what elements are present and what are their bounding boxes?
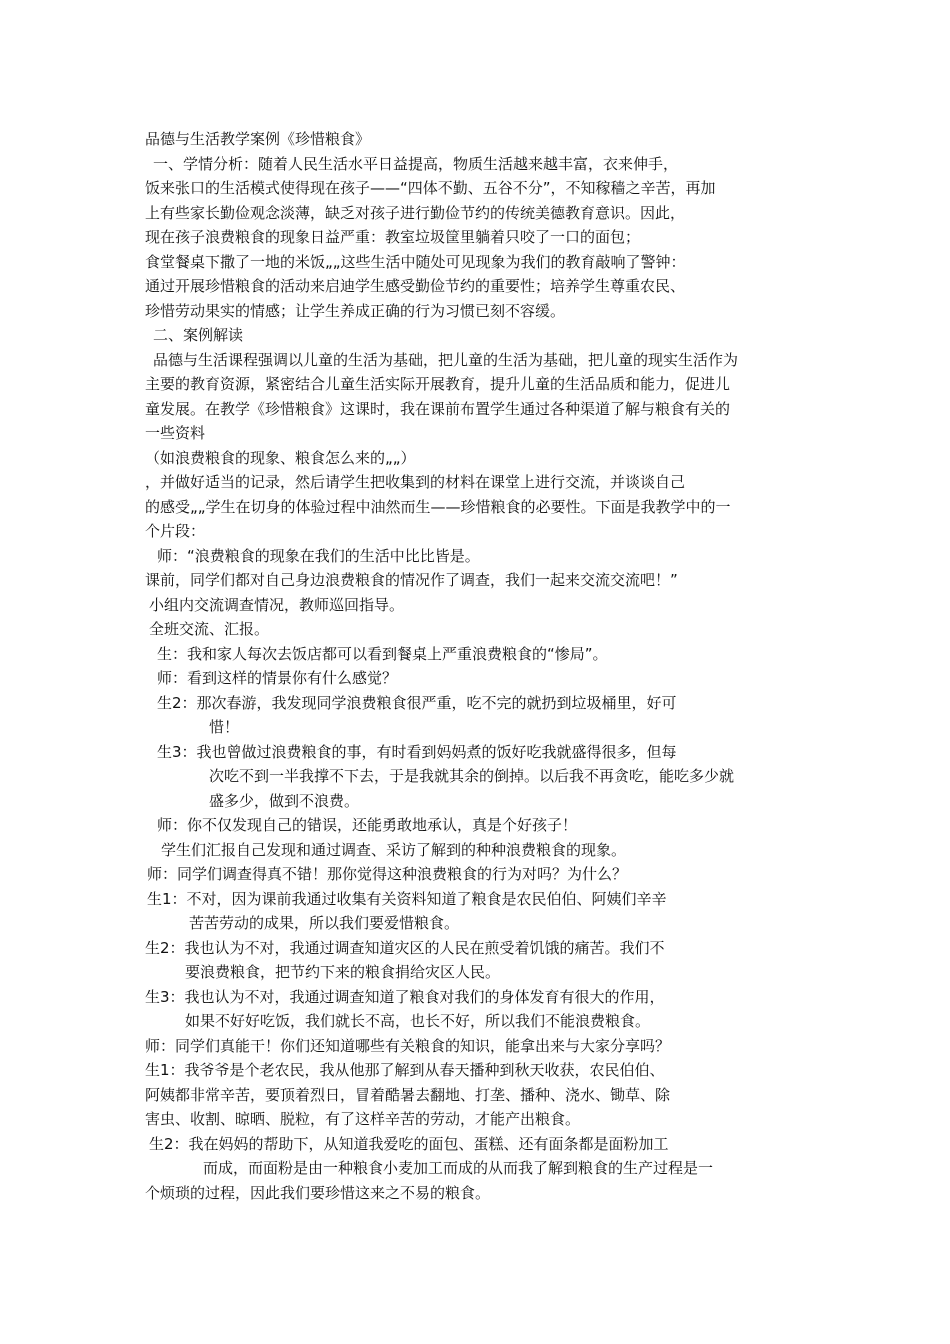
paragraph-line: 上有些家长勤俭观念淡薄，缺乏对孩子进行勤俭节约的传统美德教育意识。因此， [145,203,686,222]
paragraph-line: 一些资料 [145,424,206,442]
paragraph-line: 个片段： [145,522,206,540]
document-body [145,127,813,1205]
dialogue-line: 苦苦劳动的成果，所以我们要爱惜粮食。 [189,914,460,932]
dialogue-line: 如果不好好吃饭，我们就长不高，也长不好，所以我们不能浪费粮食。 [185,1012,651,1030]
paragraph-line: 食堂餐桌下撒了一地的米饭„„这些生活中随处可见现象为我们的教育敲响了警钟： [145,252,686,271]
dialogue-line: 师：“浪费粮食的现象在我们的生活中比比皆是。 [157,546,480,565]
paragraph-line: 的感受„„学生在切身的体验过程中油然而生——珍惜粮食的必要性。下面是我教学中的一 [145,497,731,516]
dialogue-line: 要浪费粮食，把节约下来的粮食捐给灾区人民。 [185,963,501,981]
section-heading: 一、学情分析：随着人民生活水平日益提高，物质生活越来越丰富，衣来伸手， [153,154,679,173]
dialogue-line: 惜！ [209,718,240,736]
dialogue-line: 师：你不仅发现自己的错误，还能勇敢地承认，真是个好孩子！ [157,816,578,834]
dialogue-line: 生2：那次春游，我发现同学浪费粮食很严重，吃不完的就扔到垃圾桶里，好可 [157,693,677,712]
paragraph-line: （如浪费粮食的现象、粮食怎么来的„„） [145,448,416,467]
dialogue-line: 师：看到这样的情景你有什么感觉？ [157,669,398,687]
dialogue-line: 生3：我也曾做过浪费粮食的事，有时看到妈妈煮的饭好吃我就盛得很多，但每 [157,742,677,761]
paragraph-line: 现在孩子浪费粮食的现象日益严重：教室垃圾筐里躺着只咬了一口的面包； [145,228,641,246]
dialogue-line: 生1：我爷爷是个老农民，我从他那了解到从春天播种到秋天收获，农民伯伯、 [145,1061,665,1079]
paragraph-line: 个烦琐的过程，因此我们要珍惜这来之不易的粮食。 [145,1183,491,1202]
dialogue-line: 师：同学们调查得真不错！那你觉得这种浪费粮食的行为对吗？为什么？ [147,865,628,883]
dialogue-line: 生3：我也认为不对，我通过调查知道了粮食对我们的身体发育有很大的作用， [145,987,665,1006]
paragraph-line: 害虫、收割、晾晒、脱粒，有了这样辛苦的劳动，才能产出粮食。 [145,1110,581,1128]
paragraph-line: 学生们汇报自己发现和通过调查、采访了解到的种种浪费粮食的现象。 [161,840,627,859]
dialogue-line: 课前，同学们都对自己身边浪费粮食的情况作了调查，我们一起来交流交流吧！” [145,571,678,589]
paragraph-line: 饭来张口的生活模式使得现在孩子——“四体不勤、五谷不分”，不知稼穑之辛苦，再加 [145,179,716,197]
paragraph-line: 全班交流、汇报。 [149,620,270,638]
paragraph-line: 通过开展珍惜粮食的活动来启迪学生感受勤俭节约的重要性；培养学生尊重农民、 [145,277,686,295]
dialogue-line: 生：我和家人每次去饭店都可以看到餐桌上严重浪费粮食的“惨局”。 [157,644,608,663]
dialogue-line: 次吃不到一半我撑不下去，于是我就其余的倒掉。以后我不再贪吃，能吃多少就 [209,767,735,785]
paragraph-line: 品德与生活课程强调以儿童的生活为基础，把儿童的生活为基础，把儿童的现实生活作为 [153,350,739,369]
section-heading: 二、案例解读 [153,326,244,344]
paragraph-line: ，并做好适当的记录，然后请学生把收集到的材料在课堂上进行交流，并谈谈自己 [145,473,686,491]
paragraph-line: 童发展。在教学《珍惜粮食》这课时，我在课前布置学生通过各种渠道了解与粮食有关的 [145,399,731,418]
dialogue-line: 盛多少，做到不浪费。 [209,791,360,810]
dialogue-line: 师：同学们真能干！你们还知道哪些有关粮食的知识，能拿出来与大家分享吗？ [145,1036,671,1055]
dialogue-line: 生2：我也认为不对，我通过调查知道灾区的人民在煎受着饥饿的痛苦。我们不 [145,938,665,957]
paragraph-line: 珍惜劳动果实的情感；让学生养成正确的行为习惯已刻不容缓。 [145,301,566,320]
dialogue-line: 而成，而面粉是由一种粮食小麦加工而成的从而我了解到粮食的生产过程是一 [203,1159,714,1177]
dialogue-line: 生2：我在妈妈的帮助下，从知道我爱吃的面包、蛋糕、还有面条都是面粉加工 [149,1134,669,1153]
paragraph-line: 小组内交流调查情况，教师巡回指导。 [149,595,405,614]
dialogue-line: 生1：不对，因为课前我通过收集有关资料知道了粮食是农民伯伯、阿姨们辛辛 [147,889,667,908]
paragraph-line: 阿姨都非常辛苦，要顶着烈日，冒着酷暑去翻地、打垄、播种、浇水、锄草、除 [145,1085,671,1104]
document-title: 品德与生活教学案例《珍惜粮食》 [145,130,371,148]
paragraph-line: 主要的教育资源，紧密结合儿童生活实际开展教育，提升儿童的生活品质和能力，促进儿 [145,375,731,393]
